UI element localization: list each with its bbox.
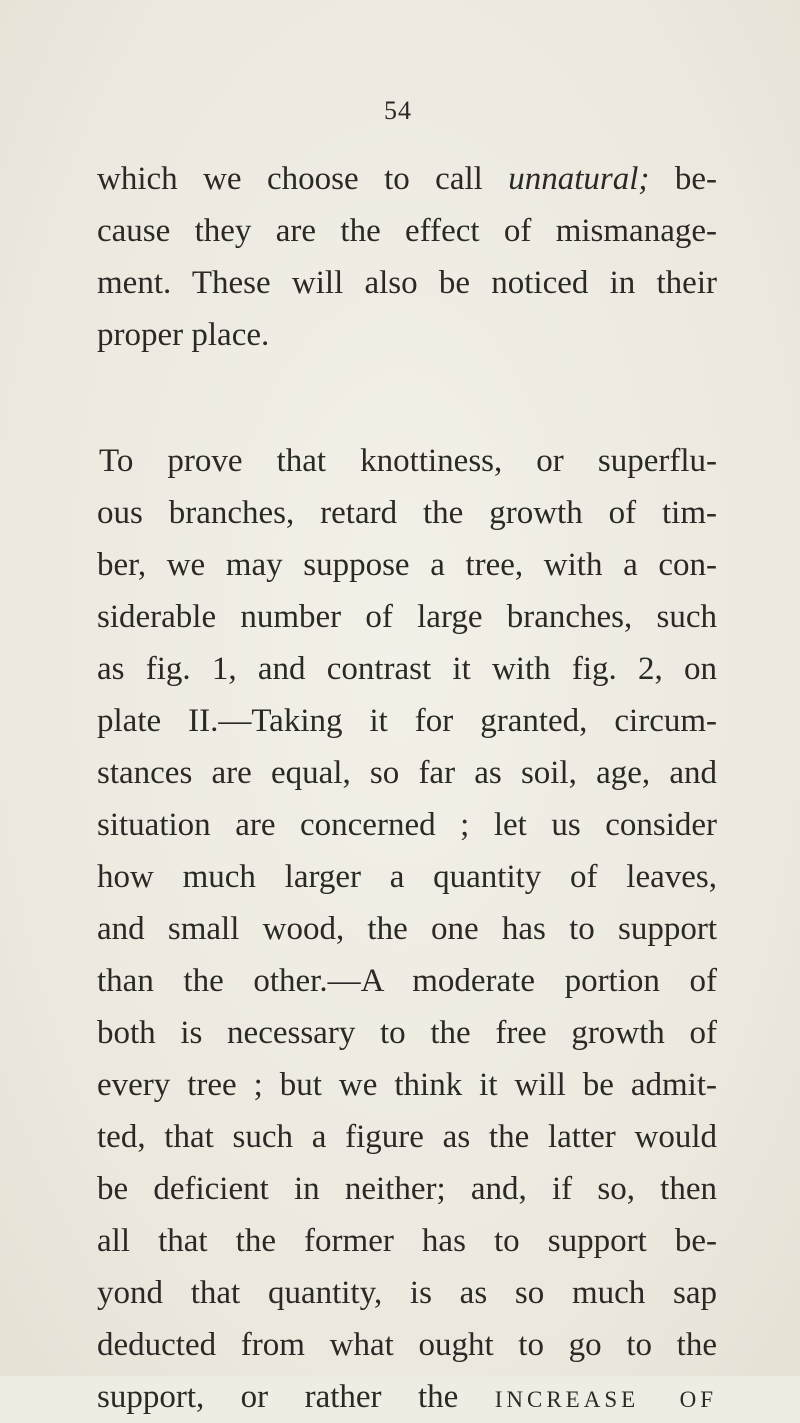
- text-line: every tree ; but we think it will be admit-: [97, 1067, 717, 1103]
- text-line: situation are concerned ; let us consider: [97, 807, 717, 843]
- text-line: support, or rather the increase of: [97, 1379, 717, 1415]
- text-line: ted, that such a figure as the latter would: [97, 1119, 717, 1155]
- text-line: cause they are the effect of mismanage-: [97, 213, 717, 249]
- text-line: both is necessary to the free growth of: [97, 1015, 717, 1051]
- text-line: siderable number of large branches, such: [97, 599, 717, 635]
- text-line: and small wood, the one has to support: [97, 911, 717, 947]
- text-line: To prove that knottiness, or superflu-: [99, 443, 717, 479]
- page-number: 54: [384, 96, 412, 125]
- text-line: which we choose to call unnatural; be-: [97, 161, 717, 197]
- text-line: yond that quantity, is as so much sap: [97, 1275, 717, 1311]
- text-line: as fig. 1, and contrast it with fig. 2, on: [97, 651, 717, 687]
- text-line: ous branches, retard the growth of tim-: [97, 495, 717, 531]
- text-line: all that the former has to support be-: [97, 1223, 717, 1259]
- catchword: increase of: [494, 1379, 717, 1415]
- text-line: ber, we may suppose a tree, with a con-: [97, 547, 717, 583]
- text-line: ment. These will also be noticed in their: [97, 265, 717, 301]
- text-line: be deficient in neither; and, if so, then: [97, 1171, 717, 1207]
- text-line: deducted from what ought to go to the: [97, 1327, 717, 1363]
- text-line: proper place.: [97, 317, 270, 353]
- text-line: than the other.—A moderate portion of: [97, 963, 717, 999]
- paragraph-2: [97, 435, 717, 1423]
- italic-phrase: unnatural;: [508, 161, 650, 197]
- text-line: stances are equal, so far as soil, age, and: [97, 755, 717, 791]
- text-line: how much larger a quantity of leaves,: [97, 859, 717, 895]
- paragraph-1: [97, 153, 717, 361]
- text-line: plate II.—Taking it for granted, circum-: [97, 703, 717, 739]
